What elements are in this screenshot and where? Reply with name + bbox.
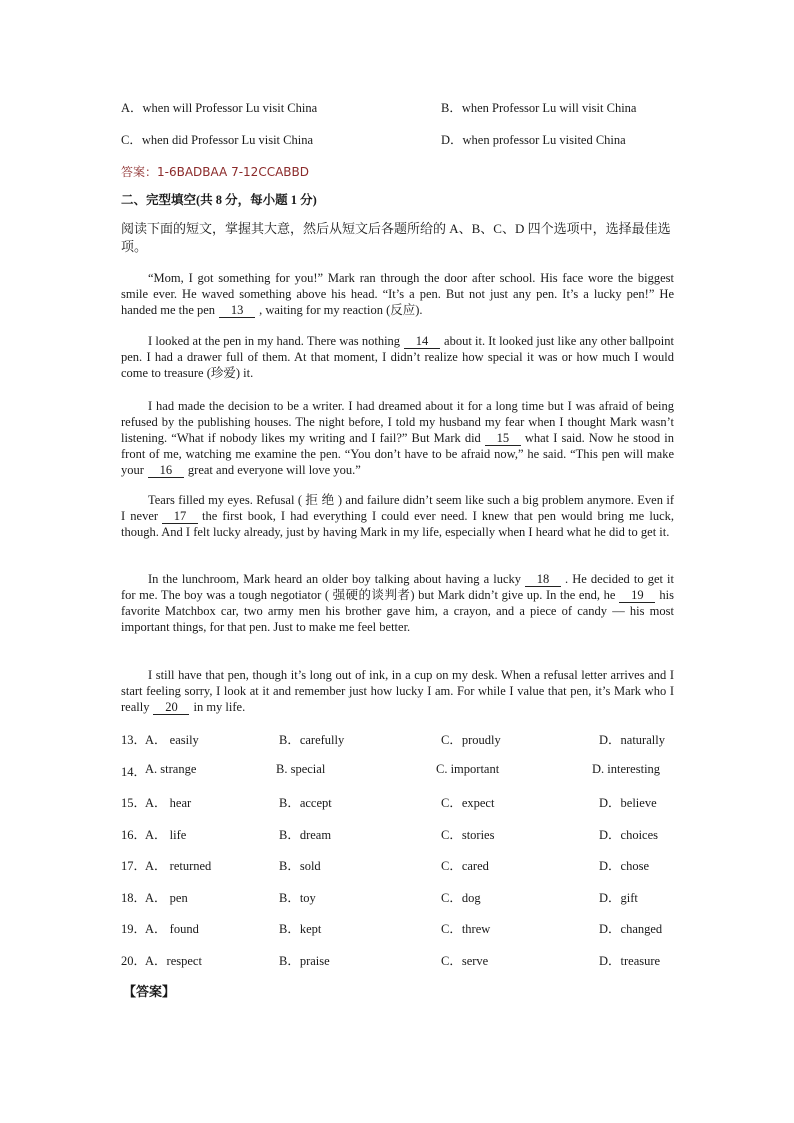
choice-c: C．expect — [441, 796, 495, 810]
choice-d: D．naturally — [599, 733, 665, 747]
option-c: C．when did Professor Lu visit China — [121, 133, 314, 147]
instruction-text: 阅读下面的短文，掌握其大意，然后从短文后各题所给的 A、B、C、D 四个选项中，选择最佳选项。 — [121, 221, 671, 254]
question-number: 18． — [121, 891, 147, 905]
question-number: 13． — [121, 733, 147, 747]
choice-d: D．treasure — [599, 954, 661, 968]
question-number: 16． — [121, 828, 147, 842]
blank-17: 17 — [162, 510, 198, 524]
choice-d: D. interesting — [592, 762, 661, 776]
paragraph-text: I had made the decision to be a writer. I had dreamed about it for a long time but I was afraid of being refused by the publishing houses. The night before, I told my husband my fear when I thought Mark wasn’t listening. “What if nobody likes my writing and I fail?” But Mark did — [121, 399, 674, 445]
choice-a: A． found — [145, 922, 199, 936]
paragraph-text: . He decided to get it for me. The boy was a tough negotiator ( 强硬的谈判者) but Mark didn’t give up. In the end, he — [121, 572, 675, 602]
choice-c: C．threw — [441, 922, 491, 936]
answer-label: 【答案】 — [123, 984, 176, 999]
choice-b: B．dream — [279, 828, 332, 842]
question-row — [121, 793, 674, 811]
choice-d: D．changed — [599, 922, 663, 936]
question-row — [121, 762, 674, 780]
answer-key: 答案：1-6BADBAA 7-12CCABBD — [121, 165, 309, 179]
choice-d: D．gift — [599, 891, 638, 905]
paragraph-text: his favorite Matchbox car, two army men his brother gave him, a crayon, and a piece of candy — his most important things, for that pen. Just to make me feel better. — [121, 588, 674, 634]
choice-b: B．sold — [279, 859, 321, 873]
blank-19: 19 — [619, 589, 655, 603]
paragraph-text: I still have that pen, though it’s long out of ink, in a cup on my desk. When a refusal letter arrives and I start feeling sorry, I look at it and remember just how lucky I am. For while I value that pen, it’s Mark who I really — [121, 668, 674, 714]
blank-20: 20 — [153, 701, 189, 715]
passage-paragraph-6 — [121, 667, 674, 715]
paragraph-text: I looked at the pen in my hand. There was nothing — [148, 334, 401, 348]
choice-a: A． life — [145, 828, 187, 842]
choice-a: A. strange — [145, 762, 197, 776]
paragraph-text: in my life. — [193, 700, 246, 714]
choice-b: B. special — [276, 762, 326, 776]
option-row-ab — [121, 98, 681, 116]
paragraph-text: In the lunchroom, Mark heard an older boy talking about having a lucky — [148, 572, 522, 586]
blank-13: 13 — [219, 304, 255, 318]
paragraph-text: , waiting for my reaction (反应). — [259, 303, 423, 317]
choice-b: B．toy — [279, 891, 316, 905]
passage-paragraph-2 — [121, 333, 674, 381]
option-a: A．when will Professor Lu visit China — [121, 101, 318, 115]
paragraph-text: great and everyone will love you.” — [187, 463, 361, 477]
option-row-cd — [121, 130, 681, 148]
choice-d: D．chose — [599, 859, 649, 873]
choice-b: B．kept — [279, 922, 322, 936]
choice-a: A． easily — [145, 733, 199, 747]
paragraph-text: Tears filled my eyes. Refusal ( 拒 绝 ) and failure didn’t seem like such a big problem anymore. Even if I never — [121, 493, 674, 523]
passage-paragraph-1 — [121, 270, 674, 318]
choice-b: B．praise — [279, 954, 330, 968]
choice-c: C．stories — [441, 828, 495, 842]
passage-paragraph-3 — [121, 398, 674, 478]
choice-b: B．accept — [279, 796, 332, 810]
choice-c: C．serve — [441, 954, 489, 968]
paragraph-text: the first book, I had everything I could ever need. I knew that pen would bring me luck, though. And I felt lucky already, just by having Mark in my life, especially when I heard what he did to get it. — [121, 509, 674, 539]
paragraph-text: about it. It looked just like any other ballpoint pen. I had a drawer full of them. At that moment, I didn’t realize how special it was or how much I would come to treasure (珍爱) it. — [121, 334, 674, 380]
choice-a: A．respect — [145, 954, 202, 968]
question-row — [121, 951, 674, 969]
question-number: 15． — [121, 796, 147, 810]
choice-c: C．dog — [441, 891, 481, 905]
blank-18: 18 — [525, 573, 561, 587]
question-number: 20． — [121, 954, 147, 968]
choice-a: A． hear — [145, 796, 192, 810]
choice-c: C．proudly — [441, 733, 501, 747]
blank-16: 16 — [148, 464, 184, 478]
choice-a: A． returned — [145, 859, 212, 873]
blank-15: 15 — [485, 432, 521, 446]
choice-a: A． pen — [145, 891, 188, 905]
choice-c: C. important — [436, 762, 500, 776]
question-row — [121, 888, 674, 906]
option-d: D．when professor Lu visited China — [441, 133, 626, 147]
paragraph-text: “Mom, I got something for you!” Mark ran through the door after school. His face wore the biggest smile ever. He waved something above his head. “It’s a pen. But not just any pen. It’s a lucky pen!” He handed me the pen — [121, 271, 674, 317]
choice-b: B．carefully — [279, 733, 345, 747]
question-number: 17． — [121, 859, 147, 873]
section-heading: 二、完型填空(共 8 分，每小题 1 分) — [121, 193, 317, 207]
choice-d: D．choices — [599, 828, 659, 842]
choice-c: C．cared — [441, 859, 489, 873]
question-row — [121, 919, 674, 937]
paragraph-text: what I said. Now he stood in front of me, watching me examine the pen. “You don’t have to be afraid now,” he said. “This pen will make your — [121, 431, 674, 477]
question-number: 14． — [121, 765, 147, 779]
question-row — [121, 856, 674, 874]
question-number: 19． — [121, 922, 147, 936]
question-row — [121, 730, 674, 748]
choice-d: D．believe — [599, 796, 657, 810]
passage-paragraph-4 — [121, 492, 674, 540]
passage-paragraph-5 — [121, 571, 674, 635]
option-b: B．when Professor Lu will visit China — [441, 101, 637, 115]
question-row — [121, 825, 674, 843]
blank-14: 14 — [404, 335, 440, 349]
